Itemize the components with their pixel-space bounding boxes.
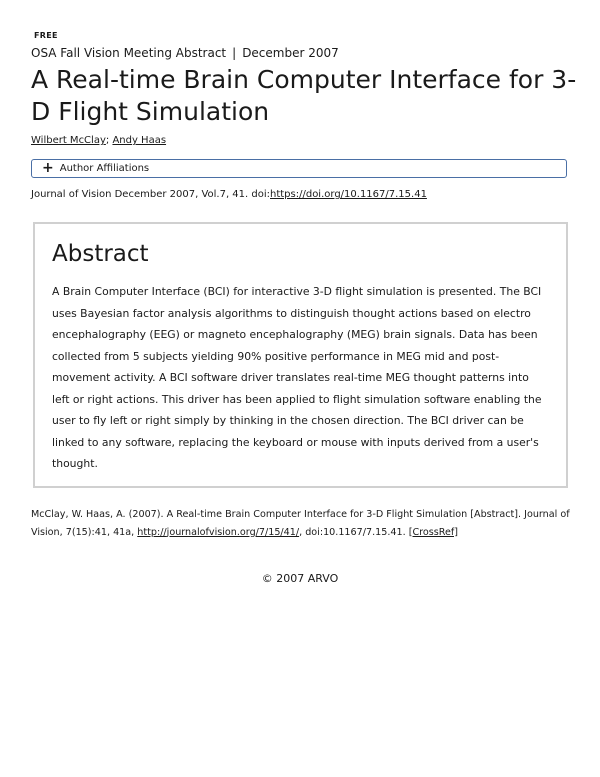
- author-affiliations-label: Author Affiliations: [59, 163, 150, 174]
- article-title: A Real-time Brain Computer Interface for 3-D Flight Simulation: [31, 65, 577, 126]
- author-link[interactable]: Wilbert McClay: [31, 135, 106, 146]
- article-category: OSA Fall Vision Meeting Abstract: [31, 46, 227, 60]
- citation: [31, 506, 571, 541]
- abstract-heading: Abstract: [52, 241, 149, 267]
- citation-doi: , doi:10.1167/7.15.41.: [299, 526, 409, 538]
- author-link[interactable]: Andy Haas: [112, 135, 167, 146]
- abstract-section: [33, 222, 568, 488]
- journal-reference: [31, 189, 427, 200]
- free-badge: FREE: [34, 31, 58, 40]
- meta-separator: |: [232, 46, 237, 60]
- citation-text: McClay, W. Haas, A. (2007). A Real-time Brain Computer Interface for 3-D Flight Simulation [Abstract]. Journal of Vision, 7(15):41, 41a,: [31, 509, 570, 538]
- copyright: © 2007 ARVO: [261, 572, 339, 585]
- crossref-link[interactable]: [CrossRef]: [408, 526, 459, 538]
- author-affiliations-toggle[interactable]: [31, 159, 567, 178]
- article-date: December 2007: [242, 46, 339, 60]
- author-list: [31, 135, 166, 146]
- plus-icon: +: [42, 159, 54, 176]
- abstract-body: A Brain Computer Interface (BCI) for interactive 3-D flight simulation is presented. The BCI uses Bayesian factor analysis algorithms to distinguish thought actions based on electro encephalography (EEG) or magneto encephalography (MEG) brain signals. Data has been collected from 5 subjects yielding 90% positive performance in MEG mid and post-movement activity. A BCI software driver translates real-time MEG thought patterns into left or right actions. This driver has been applied to flight simulation software enabling the user to fly left or right simply by thinking in the chosen direction. The BCI driver can be linked to any software, replacing the keyboard or mouse with inputs derived from a user's thought.: [52, 285, 542, 470]
- citation-url-link[interactable]: http://journalofvision.org/7/15/41/: [137, 526, 300, 538]
- doi-link[interactable]: https://doi.org/10.1167/7.15.41: [270, 189, 427, 200]
- author-separator: ;: [105, 135, 110, 146]
- journal-info: Journal of Vision December 2007, Vol.7, 41. doi:: [31, 189, 270, 200]
- article-meta: [31, 46, 339, 60]
